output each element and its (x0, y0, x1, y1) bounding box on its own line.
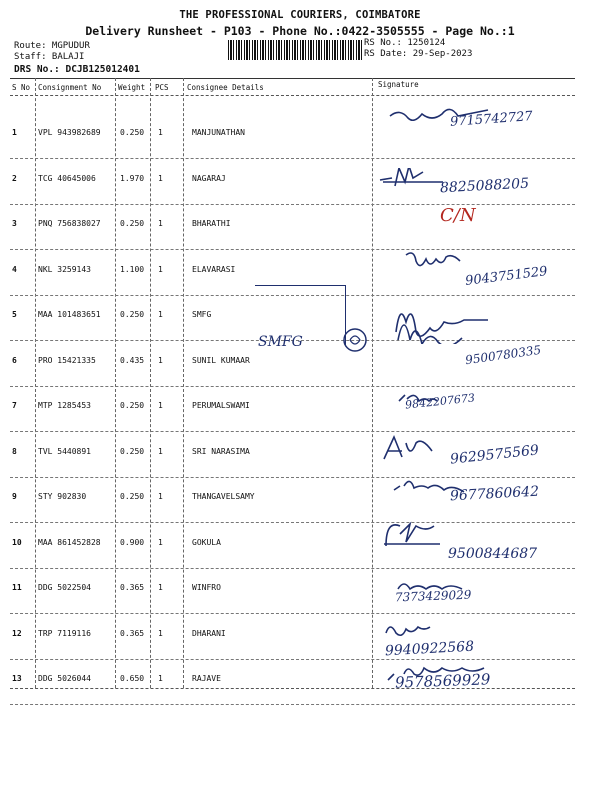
table-row (0, 174, 600, 218)
consignee-cell: MANJUNATHAN (192, 128, 245, 137)
row-divider (10, 704, 575, 705)
consignee-cell: SRI NARASIMA (192, 446, 250, 456)
signature-handwriting: 9677860642 (449, 483, 540, 505)
weight-cell: 0.250 (120, 446, 145, 456)
consignee-cell: THANGAVELSAMY (192, 492, 255, 501)
pcs-cell: 1 (158, 219, 163, 228)
table-row (0, 391, 600, 445)
consignee-cell: ELAVARASI (192, 264, 236, 274)
consignment-cell: PRO 15421335 (38, 355, 96, 365)
table-row (0, 483, 600, 536)
table-row (0, 109, 600, 172)
consignment-cell: MAA 101483651 (38, 310, 101, 319)
runsheet-subtitle: Delivery Runsheet - P103 - Phone No.:0422-3505555 - Page No.:1 (85, 24, 515, 38)
col-pcs: PCS (155, 83, 169, 92)
rs-date: RS Date: 29-Sep-2023 (364, 49, 473, 59)
signature-handwriting: 9842207673 (404, 391, 476, 412)
rs-number: RS No.: 1250124 (364, 38, 446, 48)
row-divider (10, 249, 575, 250)
row-divider (10, 568, 575, 569)
staff-label: Staff: BALAJI (14, 52, 85, 62)
consignment-cell: MAA 861452828 (38, 537, 101, 547)
signature-handwriting: 9578569929 (394, 670, 491, 692)
pcs-cell: 1 (158, 310, 163, 319)
consignee-cell: RAJAVE (192, 674, 221, 683)
table-top-rule (10, 78, 575, 79)
sno-cell: 11 (12, 583, 22, 592)
consignee-cell: GOKULA (192, 537, 221, 547)
pcs-cell: 1 (158, 446, 163, 456)
weight-cell: 0.650 (120, 674, 145, 683)
weight-cell: 0.250 (120, 492, 145, 501)
col-consignee: Consignee Details (187, 83, 264, 92)
consignment-cell: DDG 5026044 (38, 674, 91, 683)
pcs-cell: 1 (158, 401, 163, 410)
signature-scribble (378, 433, 438, 477)
consignee-cell: WINFRO (192, 583, 221, 592)
signature-handwriting: 9500780335 (464, 342, 542, 367)
consignee-cell: NAGARAJ (192, 173, 226, 183)
table-row (0, 441, 600, 491)
signature-handwriting: 8825088205 (439, 175, 530, 196)
route-label: Route: MGPUDUR (14, 41, 90, 51)
weight-cell: 0.250 (120, 128, 145, 137)
signature-scribble (398, 247, 468, 291)
row-divider (10, 522, 575, 523)
weight-cell: 1.100 (120, 264, 145, 274)
consignment-cell: STY 902830 (38, 492, 87, 501)
pcs-cell: 1 (158, 264, 163, 274)
consignment-cell: TVL 5440891 (38, 446, 91, 456)
sno-cell: 5 (12, 310, 17, 319)
sno-cell: 13 (12, 674, 22, 683)
signature-handwriting: 9500844687 (448, 545, 538, 562)
sno-cell: 10 (12, 537, 22, 547)
pcs-cell: 1 (158, 674, 163, 683)
sno-cell: 3 (12, 219, 17, 228)
col-sno: S No (12, 83, 31, 92)
signature-scribble (392, 300, 472, 344)
row-divider (10, 204, 575, 205)
sno-cell: 6 (12, 355, 17, 365)
signature-scribble (380, 516, 440, 560)
signature-handwriting: 9629575569 (449, 441, 540, 468)
pcs-cell: 1 (158, 583, 163, 592)
consignee-cell: PERUMALSWAMI (192, 401, 250, 410)
sno-cell: 2 (12, 173, 17, 183)
sno-cell: 7 (12, 401, 17, 410)
weight-cell: 0.250 (120, 310, 145, 319)
weight-cell: 0.250 (120, 219, 145, 228)
weight-cell: 0.365 (120, 583, 145, 592)
signature-handwriting: 7373429029 (394, 587, 472, 605)
table-row (0, 670, 600, 718)
row-divider (10, 613, 575, 614)
pcs-cell: 1 (158, 173, 163, 183)
company-title: THE PROFESSIONAL COURIERS, COIMBATORE (179, 9, 421, 21)
weight-cell: 0.435 (120, 355, 145, 365)
weight-cell: 0.365 (120, 628, 145, 638)
pcs-cell: 1 (158, 537, 163, 547)
row-divider (10, 431, 575, 432)
consignment-cell: DDG 5022504 (38, 583, 91, 592)
pcs-cell: 1 (158, 128, 163, 137)
table-row (0, 583, 600, 627)
consignment-cell: TRP 7119116 (38, 628, 91, 638)
table-row (0, 538, 600, 582)
table-row (0, 205, 600, 263)
consignment-cell: NKL 3259143 (38, 264, 91, 274)
consignment-cell: VPL 943982689 (38, 128, 101, 137)
consignee-cell: DHARANI (192, 628, 226, 638)
signature-handwriting: 9940922568 (384, 638, 475, 659)
sno-cell: 4 (12, 264, 17, 274)
row-divider (10, 386, 575, 387)
consignee-cell: SMFG (192, 310, 212, 319)
consignment-cell: MTP 1285453 (38, 401, 91, 410)
signature-handwriting: C/N (440, 205, 476, 226)
sno-cell: 8 (12, 446, 17, 456)
col-consignment: Consignment No (38, 83, 102, 92)
header-bottom-rule (10, 95, 575, 96)
stamp-signature: SMFG (258, 334, 303, 350)
weight-cell: 0.250 (120, 401, 145, 410)
weight-cell: 0.900 (120, 537, 145, 547)
sno-cell: 9 (12, 492, 17, 501)
drs-number: DRS No.: DCJB125012401 (14, 64, 140, 75)
row-divider (10, 158, 575, 159)
pcs-cell: 1 (158, 355, 163, 365)
consignee-cell: SUNIL KUMAAR (192, 355, 250, 365)
consignment-cell: PNQ 756838027 (38, 219, 101, 228)
barcode (228, 40, 362, 60)
consignee-cell: BHARATHI (192, 219, 231, 228)
row-divider (10, 477, 575, 478)
consignment-cell: TCG 40645006 (38, 173, 96, 183)
table-row (0, 629, 600, 673)
weight-cell: 1.970 (120, 173, 145, 183)
pcs-cell: 1 (158, 628, 163, 638)
col-signature: Signature (378, 80, 419, 89)
stamp-circle (340, 325, 370, 355)
sno-cell: 12 (12, 628, 22, 638)
col-weight: Weight (118, 83, 146, 92)
signature-handwriting: 9043751529 (464, 263, 549, 289)
sno-cell: 1 (12, 128, 17, 137)
signature-handwriting: 9715742727 (449, 109, 534, 130)
pcs-cell: 1 (158, 492, 163, 501)
table-bottom-rule (10, 688, 575, 689)
